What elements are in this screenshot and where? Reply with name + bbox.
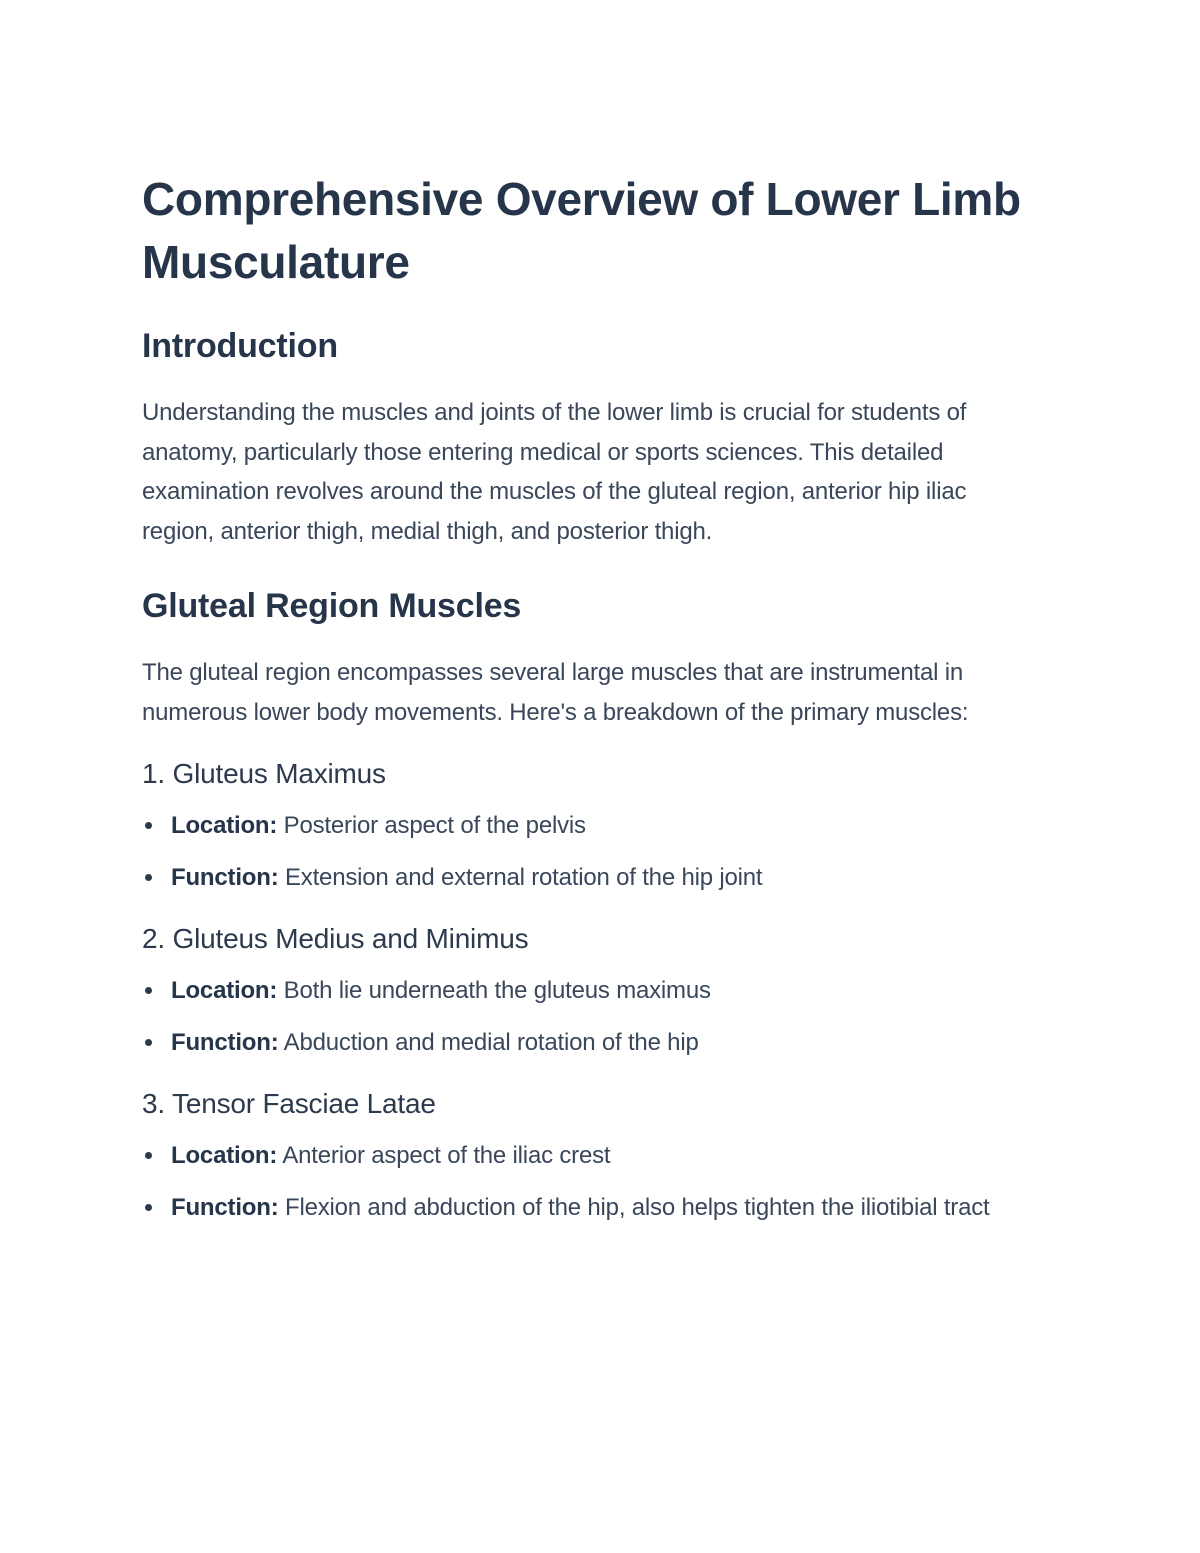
list-item-location (142, 806, 1042, 846)
introduction-paragraph: Understanding the muscles and joints of the lower limb is crucial for students of anatomy, particularly those entering medical or sports sciences. This detailed examination revolves around the muscles of the gluteal region, anterior hip iliac region, anterior thigh, medial thigh, and posterior thigh. (142, 399, 967, 545)
function-value: Abduction and medial rotation of the hip (278, 1028, 699, 1056)
document-title: Comprehensive Overview of Lower Limb Musculature (142, 173, 1021, 288)
muscle-heading-gluteus-medius-minimus: 2. Gluteus Medius and Minimus (142, 922, 529, 954)
introduction-heading: Introduction (142, 327, 338, 365)
gluteal-region-heading: Gluteal Region Muscles (142, 587, 522, 626)
function-label: Function: (171, 1028, 279, 1056)
location-value: Both lie underneath the gluteus maximus (277, 976, 711, 1004)
muscle-heading-gluteus-maximus: 1. Gluteus Maximus (142, 757, 386, 789)
function-label: Function: (171, 1193, 279, 1221)
list-item-location (142, 1136, 1042, 1176)
location-value: Posterior aspect of the pelvis (277, 811, 586, 839)
muscle-details-gluteus-maximus (142, 806, 1042, 898)
muscle-heading-tensor-fasciae-latae: 3. Tensor Fasciae Latae (142, 1087, 436, 1119)
location-label: Location: (171, 1141, 278, 1169)
gluteal-region-paragraph: The gluteal region encompasses several large muscles that are instrumental in numerous lower body movements. Here's a breakdown of the primary muscles: (142, 659, 969, 726)
muscle-details-tensor-fasciae-latae (142, 1136, 1042, 1228)
muscle-details-gluteus-medius-minimus (142, 971, 1042, 1063)
list-item-function (142, 1023, 1042, 1063)
function-value: Flexion and abduction of the hip, also helps tighten the iliotibial tract (278, 1193, 990, 1221)
list-item-location (142, 971, 1042, 1011)
document-page (142, 168, 1042, 1228)
list-item-function (142, 858, 1042, 898)
function-label: Function: (171, 863, 279, 891)
location-value: Anterior aspect of the iliac crest (277, 1141, 611, 1169)
location-label: Location: (171, 811, 278, 839)
list-item-function (142, 1188, 1042, 1228)
location-label: Location: (171, 976, 278, 1004)
function-value: Extension and external rotation of the hip joint (278, 863, 763, 891)
